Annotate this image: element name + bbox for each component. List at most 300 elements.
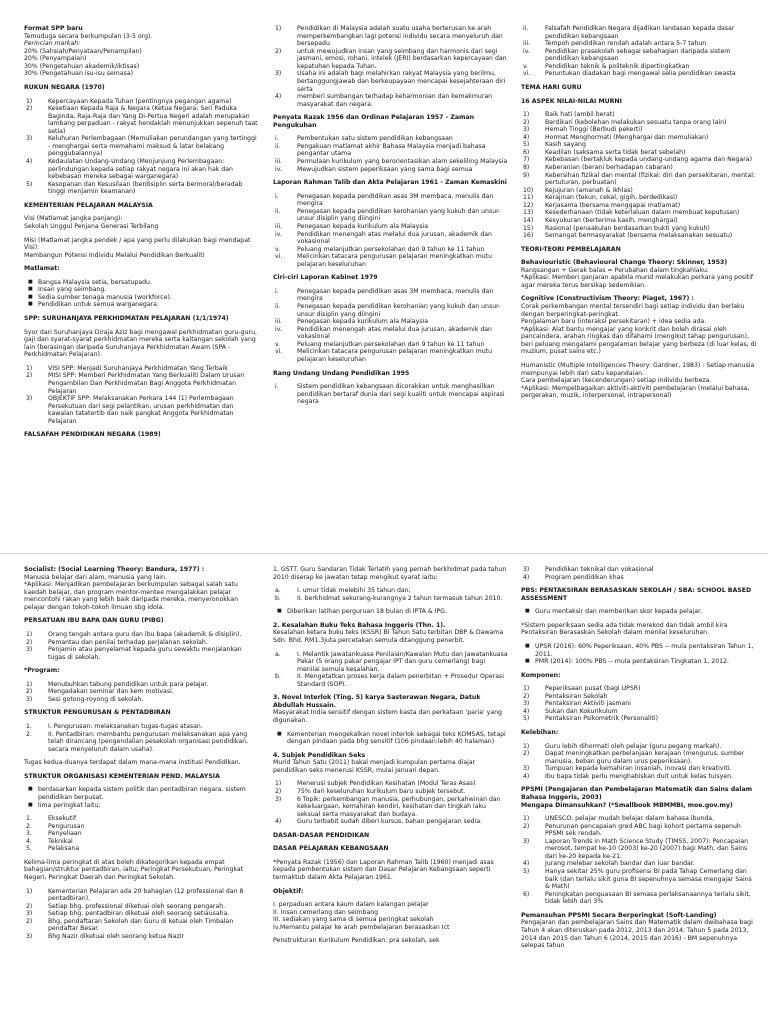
item-text: Laporan Trends in Math Science Study (TIMSS, 2007): Pencapaian merosot, tempat ke-10 (2003) ke-20 (2007) bagi Math, dan Sains dari ke-20 kepada ke-21. <box>545 837 749 860</box>
column-top-left <box>24 25 260 545</box>
block-para <box>24 859 260 882</box>
item-marker: v. <box>275 340 281 348</box>
block-para <box>24 25 260 78</box>
numbered-item <box>523 25 757 40</box>
block-heading <box>24 265 260 273</box>
numbered-item <box>523 860 757 868</box>
item-marker: 2) <box>523 118 530 126</box>
item-text: Peperiksaan pusat (bagi UPSR) <box>545 685 641 693</box>
text-line: *Aplikasi: Memberi ganjaran apabila murid melakukan perkara yang positif agar mereka terus bersikap sedemikian. <box>521 274 754 289</box>
item-text: Kesyukuran (berterima kasih, menghargai) <box>545 216 678 224</box>
block-numbered <box>24 631 260 661</box>
item-text: Pengakuan matlamat akhir Bahasa Malaysia menjadi bahasa pengantar utama <box>297 142 486 158</box>
block-numbered <box>273 135 509 173</box>
column-bottom-left <box>24 566 260 1018</box>
item-text: Menubuhkan tabung pendidikan untuk para pelajar. <box>48 680 209 688</box>
item-text: Penegasan kepada pendidikan asas 3M membaca, menulis dan mengira <box>297 192 494 208</box>
section-heading: *Program: <box>24 667 60 675</box>
item-marker: a. <box>275 650 281 658</box>
block-heading <box>521 246 757 254</box>
bullet-icon: ■ <box>28 278 33 285</box>
numbered-item <box>523 70 757 78</box>
block-numbered <box>24 98 260 196</box>
section-heading: Ciri-ciri Laporan Kabinet 1979 <box>273 274 378 282</box>
numbered-item <box>523 891 757 906</box>
numbered-item <box>523 63 757 71</box>
text-line: Format SPP baru <box>24 25 83 32</box>
item-marker: 2) <box>523 750 530 758</box>
numbered-item <box>523 172 757 187</box>
bullet-text: UPSR (2016): 60% Peperiksaan, 40% PBS -- mula pentaksiran Tahun 1, 2011. <box>535 642 754 658</box>
item-text: Falsafah Pendidikan Negara dijadikan landasan kepada dasar pendidikan kebangsaan <box>545 25 735 40</box>
numbered-item <box>523 156 757 164</box>
numbered-item <box>26 815 260 823</box>
bullet-icon: ■ <box>28 786 33 793</box>
numbered-item <box>523 743 757 751</box>
item-marker: i. <box>275 192 279 200</box>
text-line: Masyarakat India sensitif dengan sistem kasta dan perkataan 'paria' yang digunakan. <box>273 709 502 724</box>
block-numbered <box>24 888 260 941</box>
item-marker: v. <box>275 245 281 253</box>
numbered-item <box>523 773 757 781</box>
item-text: VISI SPP: Menjadi Suruhanjaya Perkhidmatan Yang Terbaik <box>48 364 228 372</box>
numbered-item <box>26 910 260 918</box>
block-heading <box>24 431 260 439</box>
section-heading: PBS: PENTAKSIRAN BERASASKAN SEKOLAH / SBA: SCHOOL BASED ASSESSMENT <box>521 587 752 602</box>
item-text: Peluang melanjutkan persekolahan dari 9 tahun ke 11 tahun <box>297 340 485 348</box>
block-numbered <box>273 383 509 406</box>
block-bullets <box>273 731 509 746</box>
item-text: Peluang melanjutkan persekolahan dari 9 tahun ke 11 tahun <box>297 245 485 253</box>
item-text: Penjamin atau penyelamat kepada guru sewaktu menjalankan tugas di sekolah. <box>48 646 242 661</box>
item-text: Baik hati (ambil berat) <box>545 111 615 119</box>
item-text: Pendidikan menengah atas melalui dua jurusan, akademik dan vokasional <box>297 230 492 246</box>
item-text: I. Pengurusan: melaksanakan tugas-tugas atasan. <box>48 723 203 730</box>
block-para <box>24 329 260 359</box>
item-marker: ii. <box>523 25 529 32</box>
block-heading <box>24 84 260 92</box>
item-marker: 4) <box>275 93 282 101</box>
bullet-text: Pendidikan untuk semua warganegara. <box>38 301 159 309</box>
section-heading: Laporan Rahman Talib dan Akta Pelajaran 1961 - Zaman Kemaskini <box>273 179 507 187</box>
item-text: Mengadakan seminar dan kem motivasi. <box>48 688 174 696</box>
bullet-item <box>277 608 509 616</box>
item-text: Kesederhanaan (tidak keterlaluan dalam membuat keputusan) <box>545 209 740 217</box>
block-para <box>273 694 509 724</box>
item-text: II. berkhidmat sekurang-kurangnya 2 tahun termasuk tahun 2010. <box>297 594 503 602</box>
numbered-item <box>26 845 260 853</box>
block-para <box>521 295 757 356</box>
block-bullets <box>24 279 260 309</box>
item-text: Pendidikan teknik & politeknik dipertingkatkan <box>545 62 690 70</box>
section-heading: Matlamat: <box>24 265 60 273</box>
item-text: Pentaksiran Sekolah <box>545 692 608 700</box>
text-line: Misi (Matlamat jangka pendek / apa yang perlu dilakukan bagi mendapat Visi): <box>24 236 251 252</box>
numbered-item <box>275 303 509 318</box>
item-text: Hemah Tinggi (Berbudi pekerti) <box>545 126 643 134</box>
bullet-text: Guru mentaksir dan memberikan skor kepada pelajar. <box>535 608 702 616</box>
section-heading: STRUKTUR PENGURUSAN & PENTADBIRAN <box>24 709 171 717</box>
numbered-item <box>275 673 509 688</box>
numbered-item <box>275 383 509 406</box>
item-text: Program pendidikan khas <box>545 573 624 581</box>
item-marker: 3. <box>26 830 32 838</box>
item-text: Usaha ini adalah bagi melahirkan rakyat Malaysia yang berilmu, bertanggungjawab dan berkeupayaan mencapai kesejahteraan diri serta <box>297 70 506 93</box>
item-marker: iv. <box>275 230 282 238</box>
bullet-text: lima peringkat laitu; <box>38 801 101 809</box>
item-text: Bhg Nazir diketuai oleh seorang ketua Nazir <box>48 932 184 940</box>
numbered-item <box>275 288 509 303</box>
text-line: Pemansuhan PPSMI Secara Berperingkat (Soft-Landing) <box>521 911 717 919</box>
numbered-item <box>26 395 260 425</box>
item-marker: 2) <box>26 688 33 696</box>
numbered-item <box>523 225 757 233</box>
item-marker: 2) <box>26 638 33 646</box>
numbered-item <box>275 246 509 254</box>
bullet-item <box>28 301 260 309</box>
item-marker: 13) <box>523 209 534 217</box>
text-line: *Aplikasi: Alat bantu mengajar yang konkrit dan boleh dirasai oleh pancaindera, arahan ringkas dan difahami (mengikut tahap pengurusan), beri peluang mengalami pengalaman belajar yang berbeza (di luar kelas, di muzium, pusat sains etc.) <box>521 325 757 356</box>
item-text: Kesetiaan Kepada Raja & Negara (Ketua Negara: Seri Paduka Baginda, Raja-Raja dan Yang Di-Pertua Negeri adalah merupakan lambang perpaduan - rakyat hendaklah menunjukkan sepenuh taat setia) <box>48 105 258 135</box>
item-text: Teknikal <box>48 837 73 845</box>
item-text: untuk mewujudkan insan yang seimbang dan harmonis dari segi jasmani, emosi, rohani, intelek (JERI) berdasarkan kepercayaan dan kepatuhan kepada Tuhan. <box>297 47 507 70</box>
item-marker: 5) <box>26 180 33 188</box>
block-para <box>521 622 757 637</box>
numbered-item <box>26 696 260 704</box>
item-text: Guru terbabit sudah diberi kursus, bahan pengajaran sedia. <box>297 818 483 826</box>
block-bullets <box>24 786 260 809</box>
item-text: Sesi gotong-royong di sekolah. <box>48 695 144 703</box>
item-marker: 1) <box>275 780 282 788</box>
block-heading <box>24 315 260 323</box>
block-heading <box>521 672 757 680</box>
block-para <box>273 859 509 882</box>
text-line: Perincian markah: <box>24 40 81 48</box>
text-line: Penstrukturan Kurikulum Pendidikan: pra sekolah, sek <box>273 937 440 945</box>
block-numbered <box>521 111 757 240</box>
item-marker: 4) <box>523 133 530 141</box>
column-bottom-right <box>521 566 757 1018</box>
numbered-item <box>523 566 757 574</box>
numbered-item <box>275 48 509 71</box>
text-line: III. sediakan yang sama di semua peringkat sekolah <box>273 916 434 924</box>
numbered-item <box>275 796 509 819</box>
item-marker: 1) <box>26 364 33 372</box>
item-text: Setiap bhg. professional diketuai oleh seorang pengarah. <box>48 902 226 910</box>
item-marker: 7) <box>523 156 530 164</box>
text-line: Rangsangan + Gerak balas = Perubahan dalam tingkahlaku. <box>521 266 709 274</box>
numbered-item <box>26 158 260 181</box>
item-text: Hormat Menghormati (Menghargai dan memuliakan) <box>545 133 709 141</box>
numbered-item <box>523 40 757 48</box>
item-marker: i. <box>275 135 279 143</box>
bullet-icon: ■ <box>28 286 33 293</box>
item-marker: 4) <box>523 573 530 581</box>
bullet-icon: ■ <box>28 301 33 308</box>
item-text: Eksekutif <box>48 815 77 823</box>
item-text: Sukan dan Kokurikulum <box>545 707 618 715</box>
numbered-item <box>523 202 757 210</box>
item-marker: iv. <box>275 325 282 333</box>
numbered-item <box>523 187 757 195</box>
text-line: Mengapa Dimansuhkan? (*Smallbook MBMMBI, moe.gov.my) <box>521 801 733 809</box>
numbered-item <box>523 685 757 693</box>
item-text: Penegasan kepada kurikulum ala Malaysia <box>297 222 429 230</box>
item-text: I. Melantik Jawatankuasa Penilaian/Kawalan Mutu dan Jawatankuasa Pakar (5 orang pakar pengajar IPT dan guru cemerlang) bagi menilai semula kesalahan. <box>297 650 508 673</box>
item-marker: 3) <box>26 646 33 654</box>
item-marker: i. <box>275 287 279 295</box>
numbered-item <box>26 823 260 831</box>
numbered-item <box>275 818 509 826</box>
item-text: Penegasan kepada pendidikan asas 3M membaca, menulis dan mengira <box>297 287 494 303</box>
numbered-item <box>26 830 260 838</box>
block-para <box>24 237 260 260</box>
numbered-item <box>523 574 757 582</box>
item-marker: vi. <box>275 348 283 356</box>
item-marker: 5) <box>523 868 530 875</box>
item-text: Berdikari (kebolehan melakukan sesuatu tanpa orang lain) <box>545 118 727 126</box>
text-line: Membangun Potensi Individu Melalui Pendidikan Berkualiti <box>24 251 205 259</box>
item-marker: 1) <box>26 680 33 688</box>
item-marker: 4) <box>26 158 33 165</box>
numbered-item <box>523 838 757 861</box>
text-line: 30% (Pengetahuan akademik/iktisas) <box>24 62 140 70</box>
block-numbered <box>24 365 260 426</box>
item-text: Melicinkan tatacara pengurusan pelajaran meningkatkan mutu pelajaran keseluruhan <box>297 348 493 363</box>
item-marker: 6) <box>523 148 530 156</box>
bullet-icon: ■ <box>28 293 33 300</box>
numbered-item <box>26 639 260 647</box>
text-line: 2. Kesalahan Buku Teks Bahasa Inggeris (Thn. 1). <box>273 621 446 629</box>
bullet-text: berdasarkan kepada sistem politik dan pentadbiran negara. sistem pendidikan berpusat. <box>38 786 246 801</box>
text-line: 30% (Pengetahuan isu-isu semasa) <box>24 70 134 78</box>
bullet-icon: ■ <box>277 608 282 615</box>
numbered-item <box>275 208 509 223</box>
numbered-item <box>275 788 509 796</box>
item-marker: 4. <box>26 837 32 845</box>
item-text: Kejujuran (amanah & ikhlas) <box>545 186 633 194</box>
block-para <box>521 786 757 809</box>
item-marker: 16) <box>523 232 534 240</box>
bullet-item <box>28 286 260 294</box>
text-line: Pengalaman baru (interaksi persekitaran) + idea sedia ada. <box>521 318 707 326</box>
block-numbered <box>273 288 509 364</box>
numbered-item <box>26 365 260 373</box>
block-numbered <box>521 743 757 781</box>
item-marker: 2) <box>26 917 33 925</box>
bullet-item <box>525 658 757 666</box>
item-marker: 3) <box>523 566 530 573</box>
text-line: II. Insan cemerlang dan seimbang <box>273 908 379 916</box>
block-numbered <box>24 723 260 753</box>
text-line: *Aplikasi: Menjadikan pembelajaran berkumpulan sebagai salah satu kaedah belajar, dan program mentor-mentee mengalakkan pelajar mencontohi rakan yang lebih baik daripada mereka, menyeronokkan pelajar dengan tokoh-tokoh ilmuan sbg idola. <box>24 581 239 611</box>
numbered-item <box>26 181 260 196</box>
item-marker: 11) <box>523 194 534 202</box>
section-heading: FALSAFAH PENDIDIKAN NEGARA (1989) <box>24 431 161 439</box>
numbered-item <box>26 918 260 933</box>
item-text: memberi sumbangan terhadap keharmonian dan kemakmuran masyarakat dan negara. <box>297 93 493 108</box>
item-text: Tumpuan kepada kemahiran insaniah, inovasi dan kreativiti. <box>545 765 732 773</box>
numbered-item <box>26 723 260 731</box>
item-marker: a. <box>275 587 281 595</box>
block-heading <box>273 888 509 896</box>
text-line: Socialist: (Social Learning Theory: Bandura, 1977) : <box>24 566 205 573</box>
numbered-item <box>523 693 757 701</box>
block-numbered <box>24 815 260 853</box>
numbered-item <box>26 105 260 135</box>
numbered-item <box>275 587 509 595</box>
item-text: Pemantau dan penilai terhadap perjalanan sekolah. <box>48 638 208 646</box>
block-numbered <box>273 651 509 689</box>
item-marker: 3) <box>26 135 33 143</box>
numbered-item <box>275 143 509 158</box>
item-text: MISI SPP: Memberi Perkhidmatan Yang Berkualiti Dalam Urusan Pengambilan Dan Perkhidmatan Bagi Anggota Perkhidmatan Pelajaran <box>48 372 245 395</box>
item-text: Pembentukan satu sistem pendidikan kebangsaan <box>297 135 453 143</box>
numbered-item <box>26 688 260 696</box>
bullet-text: Kementerian mengekalkan novel interlok sebagai teks KOMSAS, tetapi dengan pindaan pada bhg sensitif (106 pindaan:lebih 40 halaman) <box>287 730 506 746</box>
block-heading <box>521 587 757 602</box>
text-line: Sekolah Unggul Penjana Generasi Terbilang <box>24 222 159 230</box>
numbered-item <box>523 126 757 134</box>
numbered-item <box>26 731 260 754</box>
item-text: Pentaksiran Psikometrik (Personaliti) <box>545 715 658 723</box>
numbered-item <box>523 111 757 119</box>
item-text: Pelaksana <box>48 845 80 853</box>
block-heading <box>24 773 260 781</box>
numbered-item <box>26 631 260 639</box>
item-text: Rasional (penaakulan berdasarkan bukti yang kukuh) <box>545 224 710 232</box>
section-heading: Penyata Razak 1956 dan Ordinan Pelajaran 1957 - Zaman Pengukuhan <box>273 114 475 129</box>
item-text: Kesopanan dan Kesusilaan (berdisiplin serta bermoral/beradab tinggi menjamin keamanan) <box>48 180 243 196</box>
item-marker: i. <box>275 383 279 391</box>
section-heading: KEMENTERIAN PELAJARAN MALAYSIA <box>24 201 153 209</box>
page-divider <box>0 553 768 554</box>
item-marker: 8) <box>523 164 530 171</box>
block-heading <box>521 84 757 92</box>
item-text: Kepercayaan Kepada Tuhan (pentingnya pegangan agama) <box>48 97 232 105</box>
text-line: Temuduga secara berkumpulan (3-5 org). <box>24 32 153 40</box>
item-marker: 1) <box>523 742 530 750</box>
numbered-item <box>523 823 757 838</box>
item-marker: 2. <box>26 822 32 830</box>
numbered-item <box>26 933 260 941</box>
item-marker: 3) <box>26 910 33 918</box>
numbered-item <box>523 149 757 157</box>
block-heading <box>273 845 509 853</box>
block-numbered <box>24 681 260 704</box>
text-line: Visi (Matlamat jangka panjang): <box>24 215 123 223</box>
block-para <box>273 937 509 945</box>
bullet-text: Diberikan latihan perguruan 18 bulan di IPTA & IPG. <box>287 608 447 616</box>
item-text: Tempoh pendidikan rendah adalah antara 5-7 tahun <box>545 40 707 48</box>
block-numbered <box>273 193 509 269</box>
item-marker: b. <box>275 594 281 602</box>
block-bullets <box>521 608 757 616</box>
item-text: Kedaulatan Undang-Undang (Menjunjung Perlembagaan: perlindungan kepada setiap rakyat negara ini akan hak dan kebebasan mereka sebagai warganegara) <box>48 158 233 181</box>
block-heading <box>273 179 509 187</box>
bullet-item <box>28 802 260 810</box>
text-line: Tugas kedua-duanya terdapat dalam mana-mana institusi Pendidikan. <box>24 759 241 767</box>
block-para <box>273 622 509 645</box>
item-text: Keluhuran Perlembagaan (Memuliakan perundangan yang tertinggi - menghargai serta memahami maksud & latar belakang penggubalannya) <box>48 135 257 158</box>
item-marker: 2. <box>26 730 32 738</box>
bullet-item <box>277 731 509 746</box>
section-heading: TEORI-TEORI PEMBELAJARAN <box>521 245 621 253</box>
numbered-item <box>26 888 260 903</box>
text-line: Kelima-lima peringkat di atas boleh dikategorikan kepada empat bahagian/struktur pentadbiran, iaitu; Peringkat Persekutuan, Peringkat Negeri, Peringkat Daerah dan Peringkat Sekolah. <box>24 858 244 881</box>
numbered-item <box>26 646 260 661</box>
item-marker: 1. <box>26 723 32 730</box>
bullet-icon: ■ <box>525 608 530 615</box>
item-marker: 1) <box>26 887 33 895</box>
bullet-icon: ■ <box>277 730 282 737</box>
numbered-item <box>26 372 260 395</box>
item-text: Kerajinan (tekun, cekal, gigih, berdedikasi) <box>545 194 678 202</box>
item-marker: 9) <box>523 171 530 179</box>
numbered-item <box>523 750 757 765</box>
item-text: Kementerian Pelajaran ada 20 bahagian (12 professional dan 8 pentadbiran). <box>48 887 244 903</box>
item-text: Kerjasama (bersama menggapai matlamat) <box>545 201 681 209</box>
block-heading <box>24 667 260 675</box>
item-text: Peningkatan penguasaan BI semasa perlaksanaannya terlalu sikit, tidak lebih dari 3% <box>545 890 751 906</box>
text-line: Corak perkembangan mental tersendiri bagi setiap individu dan berlaku dengan berperingkat-peringkat. <box>521 303 745 318</box>
block-heading <box>273 114 509 129</box>
item-marker: vi. <box>523 70 531 78</box>
text-line: Cara pembelajaran (kecenderungan) setiap individu berbeza. <box>521 377 712 385</box>
block-heading <box>273 832 509 840</box>
section-heading: Rang Undang Undang Pendidikan 1995 <box>273 369 410 377</box>
item-text: Mewujudkan sistem peperiksaan yang sama bagi semua <box>297 165 473 173</box>
numbered-item <box>275 231 509 246</box>
bullet-icon: ■ <box>525 642 530 649</box>
item-marker: 3) <box>26 695 33 703</box>
item-marker: iv. <box>523 47 530 55</box>
text-line: Manusia belajar dari alam, manusia yang lain. <box>24 573 167 581</box>
numbered-item <box>523 119 757 127</box>
block-para <box>273 752 509 775</box>
item-text: Kebebasan (bertakluk kepada undang-undang agama dan Negara) <box>545 156 753 164</box>
item-marker: iii. <box>275 222 283 230</box>
column-top-right <box>521 25 757 545</box>
item-marker: 3) <box>275 795 282 803</box>
item-marker: 1) <box>523 685 530 693</box>
numbered-item <box>523 868 757 891</box>
item-marker: 1) <box>523 815 530 823</box>
block-para <box>24 566 260 611</box>
section-heading: PERSATUAN IBU BAPA DAN GURU (PIBG) <box>24 617 164 625</box>
section-heading: DASAR PELAJARAN KEBANGSAAN <box>273 845 389 853</box>
item-marker: ii. <box>275 303 281 310</box>
item-text: II. Pentadbiran: membantu pengurusan melaksanakan apa yang telah dirancang (pengendalian pesekolah organisasi pendidikan, secara menyeluruh dalam usaha). <box>48 730 249 753</box>
item-text: Kebersihan fizikal dan mental (fizikal: diri dan persekitaran, mental: pertuturan, perbuatan) <box>545 171 756 187</box>
section-heading: DASAR-DASAR PENDIDIKAN <box>273 831 370 839</box>
item-marker: 1) <box>26 97 33 105</box>
column-bottom-middle <box>273 566 509 1018</box>
item-marker: 3) <box>523 765 530 773</box>
text-line: Humanistic (Multiple Intelligences Theory: Gardner, 1983) : Setiap manusia mempunyai lebih dari satu kepandaian. <box>521 361 755 377</box>
item-marker: 3) <box>26 395 33 403</box>
section-heading: Komponen: <box>521 671 561 679</box>
item-text: Jurang melebar sekolah bandar dan luar bandar. <box>545 860 695 868</box>
block-para <box>521 259 757 289</box>
column-top-middle <box>273 25 509 545</box>
numbered-item <box>26 135 260 158</box>
item-marker: 3) <box>523 126 530 134</box>
item-text: Bhg, pendaftaran Sekolah dan Guru di ketuai oleh Timbalan pendaftar Besar. <box>48 917 234 933</box>
block-para <box>273 566 509 581</box>
item-marker: iii. <box>275 158 283 165</box>
numbered-item <box>523 217 757 225</box>
